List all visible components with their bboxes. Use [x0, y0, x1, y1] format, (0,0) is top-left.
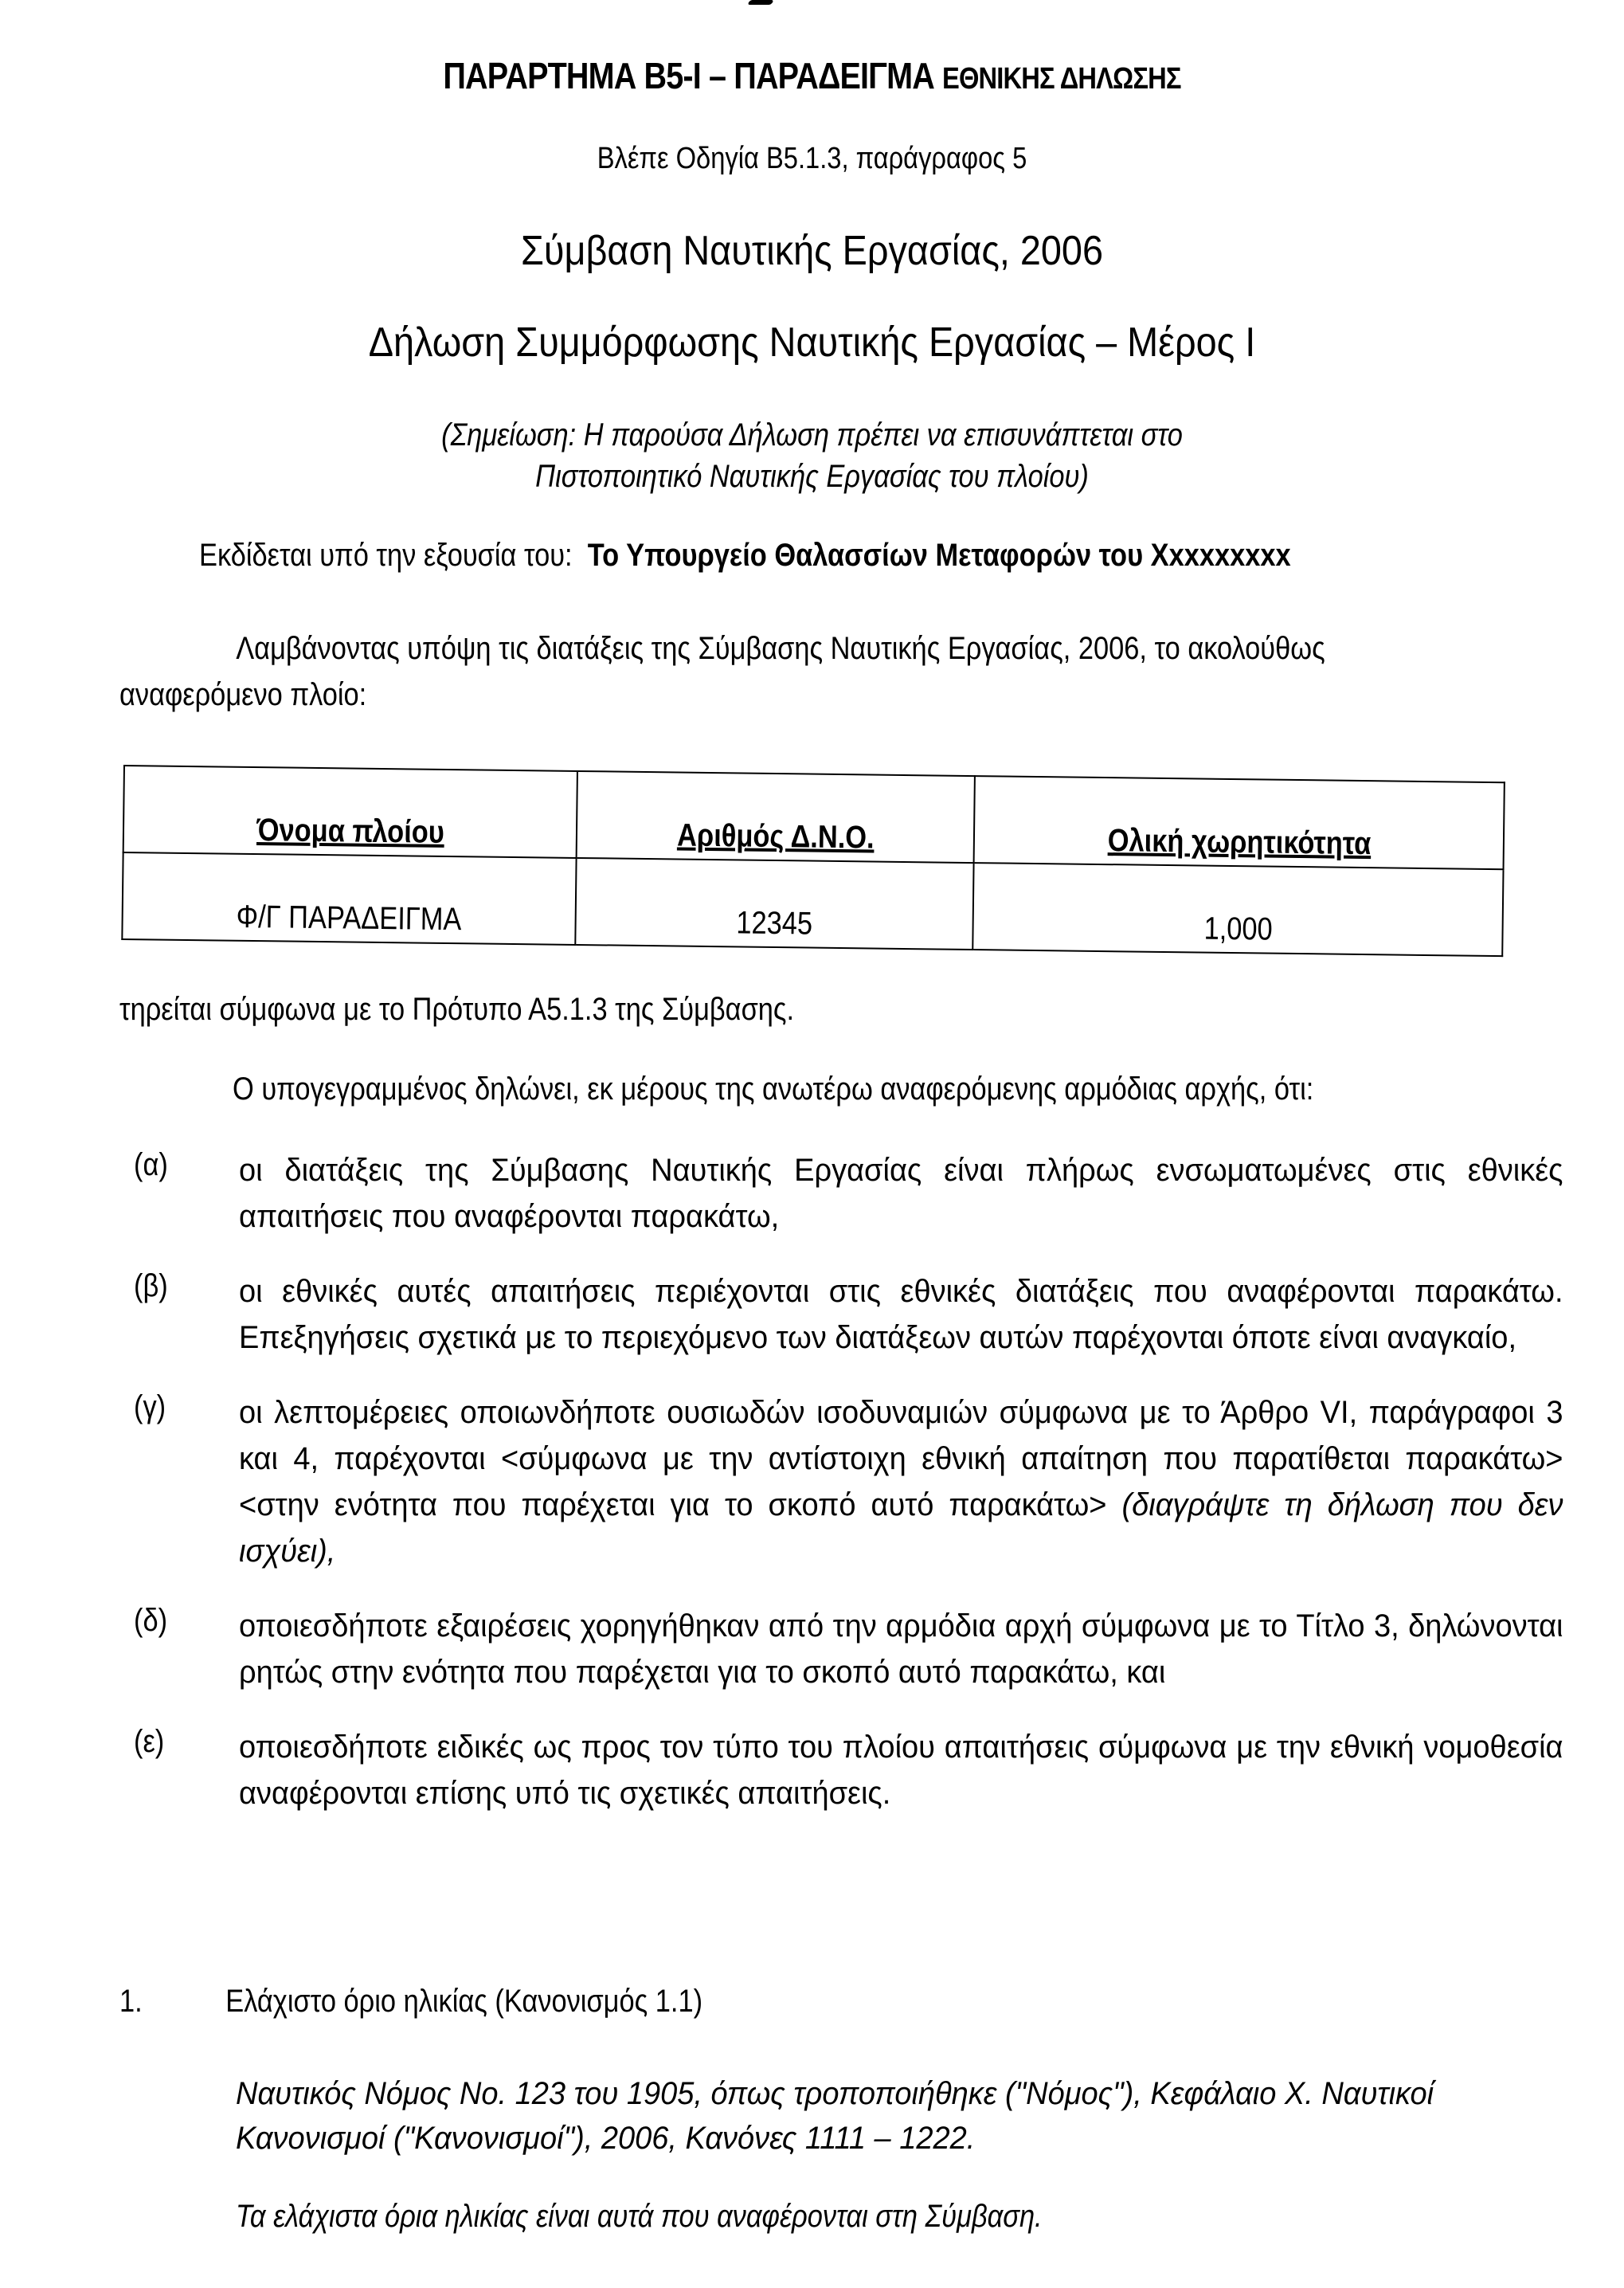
- annex-title: [114, 54, 1511, 97]
- list-item: [119, 1389, 1563, 1574]
- item-label: (ε): [134, 1724, 165, 1759]
- item-text: οι διατάξεις της Σύμβασης Ναυτικής Εργασίας είναι πλήρως ενσωματωμένες στις εθνικές απαιτήσεις που αναφέρονται παρακάτω,: [239, 1153, 1563, 1234]
- page-mark: [749, 0, 781, 6]
- note-line-2: Πιστοποιητικό Ναυτικής Εργασίας του πλοίου): [535, 459, 1089, 494]
- item-label: (β): [134, 1268, 168, 1303]
- item-text: οποιεσδήποτε ειδικές ως προς τον τύπο του πλοίου απαιτήσεις σύμφωνα με την εθνική νομοθεσία αναφέρονται επίσης υπό τις σχετικές απαιτήσεις.: [239, 1730, 1563, 1811]
- item-label: (δ): [134, 1603, 168, 1638]
- issued-label: Εκδίδεται υπό την εξουσία του:: [199, 538, 573, 573]
- guideline-reference: Βλέπε Οδηγία Β5.1.3, παράγραφος 5: [597, 142, 1027, 175]
- cell-gross-tonnage: 1,000: [973, 863, 1504, 956]
- intro-line-2: αναφερόμενο πλοίο:: [119, 677, 367, 712]
- item-label: (α): [134, 1147, 168, 1182]
- header-ship-name: Όνομα πλοίου: [123, 766, 577, 858]
- section-1-heading: [119, 1984, 702, 2020]
- declaration-intro: Ο υπογεγραμμένος δηλώνει, εκ μέρους της ανωτέρω αναφερόμενης αρμόδιας αρχής, ότι:: [233, 1072, 1314, 1107]
- item-text: [239, 1389, 1563, 1574]
- ship-details-table: [121, 765, 1505, 957]
- section-title: Ελάχιστο όριο ηλικίας (Κανονισμός 1.1): [225, 1984, 703, 2019]
- issuing-authority: [199, 538, 1291, 574]
- section-number: 1.: [119, 1984, 143, 2019]
- law-reference: Ναυτικός Νόμος Νο. 123 του 1905, όπως τροποποιήθηκε ("Νόμος"), Κεφάλαιο Χ. Ναυτικοί Κανονισμοί ("Κανονισμοί"), 2006, Κανόνες 1111 – 1222.: [236, 2076, 1434, 2156]
- note-line-1: (Σημείωση: Η παρούσα Δήλωση πρέπει να επισυνάπτεται στο: [441, 417, 1183, 453]
- item-text: οι εθνικές αυτές απαιτήσεις περιέχονται στις εθνικές διατάξεις που αναφέρονται παρακάτω. Επεξηγήσεις σχετικά με το περιεχόμενο των διατάξεων αυτών παρέχονται όποτε είναι αναγκαίο,: [239, 1274, 1563, 1355]
- table-row: [122, 852, 1503, 956]
- minimum-age-statement: Τα ελάχιστα όρια ηλικίας είναι αυτά που αναφέρονται στη Σύμβαση.: [236, 2199, 1043, 2234]
- conformity-statement: τηρείται σύμφωνα με το Πρότυπο Α5.1.3 της Σύμβασης.: [119, 992, 795, 1027]
- cell-imo-number: 12345: [575, 858, 974, 950]
- list-item: [119, 1603, 1563, 1695]
- table-header-row: [123, 766, 1505, 869]
- annex-title-sub: ΕΘΝΙΚΗΣ ΔΗΛΩΣΗΣ: [942, 62, 1181, 96]
- declaration-title: Δήλωση Συμμόρφωσης Ναυτικής Εργασίας – Μέρος Ι: [368, 319, 1256, 366]
- item-label: (γ): [134, 1389, 166, 1424]
- declaration-items: [119, 1147, 1563, 1845]
- item-text-main: οι λεπτομέρειες οποιωνδήποτε ουσιωδών ισοδυναμιών σύμφωνα με το Άρθρο VI, παράγραφοι 3 και 4, παρέχονται <σύμφωνα με την αντίστοιχη εθνική απαίτηση που παρατίθεται παρακάτω> <στην ενότητα που παρέχεται για το σκοπό αυτό παρακάτω>: [239, 1395, 1563, 1522]
- authority-name: Το Υπουργείο Θαλασσίων Μεταφορών του Χxxxxxxxx: [587, 538, 1291, 573]
- header-gross-tonnage: Ολική χωρητικότητα: [974, 776, 1505, 869]
- header-imo-number: Αριθμός Δ.Ν.Ο.: [577, 771, 976, 863]
- intro-line-1: Λαμβάνοντας υπόψη τις διατάξεις της Σύμβασης Ναυτικής Εργασίας, 2006, το ακολούθως: [236, 631, 1325, 666]
- attachment-note: [114, 414, 1511, 497]
- convention-title: Σύμβαση Ναυτικής Εργασίας, 2006: [520, 228, 1103, 274]
- annex-title-main: ΠΑΡΑΡΤΗΜΑ Β5-Ι – ΠΑΡΑΔΕΙΓΜΑ: [443, 55, 934, 96]
- list-item: [119, 1724, 1563, 1816]
- item-text: οποιεσδήποτε εξαιρέσεις χορηγήθηκαν από την αρμόδια αρχή σύμφωνα με το Τίτλο 3, δηλώνονται ρητώς στην ενότητα που παρέχεται για το σκοπό αυτό παρακάτω, και: [239, 1608, 1563, 1690]
- intro-paragraph: [119, 625, 1489, 718]
- item-text-italic: (διαγράψτε τη δήλωση που δεν ισχύει),: [239, 1487, 1563, 1569]
- list-item: [119, 1147, 1563, 1240]
- cell-ship-name: Φ/Γ ΠΑΡΑΔΕΙΓΜΑ: [122, 852, 576, 945]
- list-item: [119, 1268, 1563, 1361]
